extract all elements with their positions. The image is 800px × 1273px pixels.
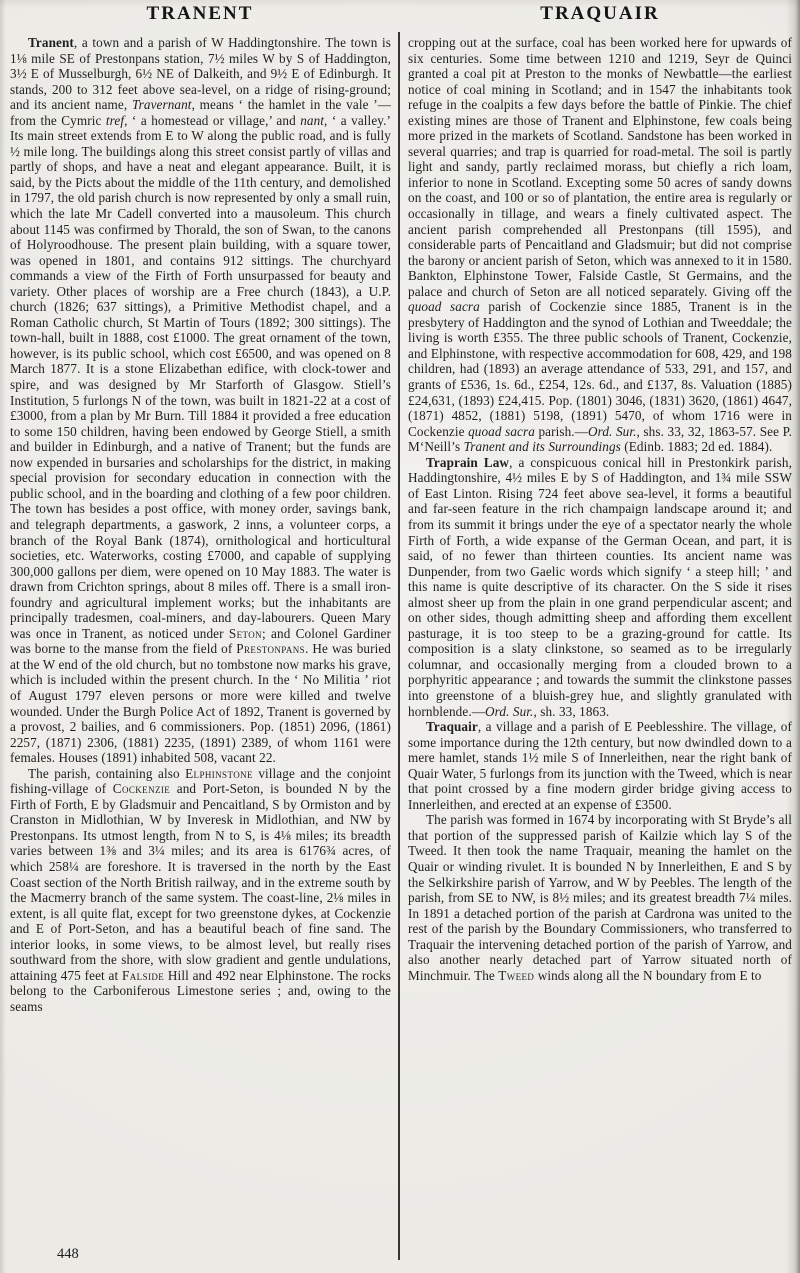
text-run: parish.—: [534, 423, 588, 439]
entry-headword: Traprain Law: [426, 454, 510, 470]
text-run: Elphinstone: [185, 765, 253, 781]
text-run: winds along all the N boundary from E to: [534, 967, 762, 983]
running-head-left: TRANENT: [146, 3, 254, 24]
text-column-right: [408, 35, 792, 1253]
column-divider: [398, 32, 400, 1260]
text-run: , ‘ a valley.’ Its main street extends from E to W along the public road, and is fully ½ mile long. The buildings along this street consist partly of villas and partly of shops, and have a neat and elegant appearance. Built, it is said, by the Picts about the middle of the 11th century, and demolished in 1797, the old parish church is now represented by only a small ruin, which the late Mr Cadell converted into a mausoleum. This church about 1145 was confirmed by Thorald, the son of Swan, to the canons of Holyroodhouse. The present plain building, with a square tower, was opened in 1801, and contains 912 sittings. The churchyard commands a view of the Firth of Forth unsurpassed for beauty and variety. Other places of worship are a Free church (1843), a U.P. church (1826; 637 sittings), a Primitive Methodist chapel, and a Roman Catholic church, St Martin of Tours (1892; 300 sittings). The town-hall, built in 1888, cost £1000. The great ornament of the town, however, is its public school, which cost £6500, and was opened on 8 March 1877. It is a stone Elizabethan edifice, with clock-tower and spire, and was designed by Mr Starforth of Glasgow. Stiell’s Institution, 5 furlongs N of the town, was built in 1821-22 at a cost of £3000, from a plan by Mr Burn. Till 1884 it provided a free education to some 150 children, having been endowed by George Stiell, a smith and builder in Edinburgh, and a native of Tranent; but the funds are now expended in bursaries and scholarships for the district, in making special provision for secondary education in connection with the public school, and in the boarding and clothing of a few poor children. The town has besides a post office, with money order, savings bank, and telegraph departments, a gaswork, 2 inns, a volunteer corps, a branch of the Royal Bank (1874), ornithological and horticultural societies, etc. Waterworks, costing £7000, and capable of supplying 300,000 gallons per diem, were opened on 10 May 1883. The water is drawn from Crichton springs, about 8 miles off. There is a small iron-foundry and agricultural implement works; but the inhabitants are principally tradesmen, coal-miners, and day-labourers. Queen Mary was once in Tranent, as noticed under: [10, 112, 391, 641]
entry-headword: Traquair: [426, 719, 478, 735]
paragraph: [408, 812, 792, 983]
text-run: Tweed: [498, 967, 535, 983]
paragraph: [10, 35, 391, 766]
paragraph: [10, 766, 391, 1015]
text-run: . He was buried at the W end of the old church, but no tombstone now marks his grave, which is included within the present church. In the ‘ No Militia ’ riot of August 1797 eleven persons or more were killed and twelve wounded. Under the Burgh Police Act of 1892, Tranent is governed by a provost, 2 bailies, and 6 commissioners. Pop. (1851) 2096, (1861) 2257, (1871) 2306, (1881) 2235, (1891) 2389, of whom 1161 were females. Houses (1891) inhabited 508, vacant 22.: [10, 641, 391, 766]
text-run: The parish, containing also: [28, 765, 186, 781]
text-run: Cockenzie: [112, 781, 171, 797]
text-run: , a village and a parish of E Peeblesshire. The village, of some importance during the 12th century, but now dwindled down to a mere hamlet, stands 1½ mile S of Innerleithen, near the right bank of Quair Water, 5 furlongs from its junction with the Tweed, which is near that point crossed by a fine modern girder bridge giving access to Innerleithen, and erected at an expense of £3500.: [408, 719, 792, 812]
text-run: Ord. Sur.: [587, 423, 637, 439]
text-run: , shs. 33, 32, 1863-57. See P. M‘Neill’s: [408, 423, 792, 455]
text-run: village and the conjoint fishing-village of: [10, 765, 391, 797]
entry-headword: Tranent: [28, 35, 74, 50]
text-run: Travernant: [131, 97, 192, 113]
text-run: (Edinb. 1883; 2d ed. 1884).: [620, 439, 773, 455]
text-run: , a town and a parish of W Haddingtonshire. The town is 1⅛ mile SE of Prestonpans station, 7½ miles W by S of Haddington, 3½ E of Musselburgh, 6½ NE of Dalkeith, and 9½ E of Edinburgh. It stands, 200 to 312 feet above sea-level, on a ridge of rising-ground; and its ancient name,: [10, 35, 391, 113]
text-run: and Port-Seton, is bounded N by the Firth of Forth, E by Gladsmuir and Pencaitland, S by Ormiston and by Cranston in Midlothian, W by Inveresk in Midlothian, and NW by Prestonpans. Its utmost length, from N to S, is 4⅛ miles; its breadth varies between 1⅜ and 3¼ miles; and its area is 6176¾ acres, of which 258¼ are foreshore. It is traversed in the north by the East Coast section of the North British railway, and in the extreme south by the Macmerry branch of the same system. The coast-line, 2⅛ miles in extent, is all quite flat, except for two greenstone dykes, at Cockenzie and E of Port-Seton, and has a beautiful beach of fine sand. The interior looks, in some views, to be almost level, but really rises southward from the shore, with slow gradient and gentle undulations, attaining 475 feet at: [10, 781, 391, 983]
text-run: , a conspicuous conical hill in Prestonkirk parish, Haddingtonshire, 4½ miles E by S of Haddington, and 1¾ mile SSW of East Linton. Rising 724 feet above sea-level, it forms a beautiful and far-seen feature in the rich champaign landscape around it; and from its summit it brings under the eye of a spectator nearly the whole Firth of Forth, a wide expanse of the German Ocean, and part, it is said, of no fewer than thirteen counties. Its ancient name was Dunpender, from two Gaelic words which signify ‘ a steep hill; ’ and this name is quite descriptive of its character. On the S side it rises almost sheer up from the plain in one grand perpendicular ascent; and on other sides, though admitting sheep and affording them excellent pasturage, it is too steep to be a grazing-ground for cattle. Its composition is a slaty clinkstone, so seamed as to be irregularly columnar, and occasionally merging from a clouded brown to a porphyritic appearance ; and towards the summit the clinkstone passes into greenstone of a bluish-grey hue, and slightly granulated with hornblende.—: [408, 454, 792, 719]
running-heads: [0, 3, 800, 25]
text-run: ; and Colonel Gardiner was borne to the manse from the field of: [10, 625, 391, 657]
text-run: quoad sacra: [468, 423, 535, 439]
text-column-left: [10, 35, 391, 1253]
text-run: , ‘ a homestead or village,’ and: [124, 112, 301, 128]
paragraph: [408, 719, 792, 812]
text-run: quoad sacra: [408, 299, 480, 315]
text-run: tref: [105, 112, 125, 128]
page-number: 448: [57, 1246, 79, 1262]
paragraph: [408, 35, 792, 455]
text-run: , means ‘ the hamlet in the vale ’—from the Cymric: [10, 97, 391, 128]
text-run: Hill and 492 near Elphinstone. The rocks belong to the Carboniferous Limestone series ; and, owing to the seams: [10, 967, 391, 1014]
text-run: nant: [300, 112, 325, 128]
text-run: Ord. Sur.: [485, 703, 534, 719]
text-run: Tranent and its Surroundings: [463, 439, 621, 455]
text-run: cropping out at the surface, coal has been worked here for upwards of six centuries. Some time between 1210 and 1219, Seyr de Quinci granted a coal pit at Preston to the monks of Newbattle—the earliest notice of coal mining in Scotland; and in 1547 the inhabitants took refuge in the coalpits a few days before the battle of Pinkie. The chief existing mines are those of Tranent and Elphinstone, few coals being more prized in the markets of Scotland. Sandstone has been worked in several quarries; and trap is quarried for road-metal. The soil is partly light and sandy, partly reclaimed morass, but chiefly a rich loam, inferior to none in Scotland. Excepting some 50 acres of sandy downs on the coast, and 100 or so of plantation, the entire area is regularly or occasionally in tillage, and wears a finely cultivated aspect. The ancient parish comprehended all Prestonpans (till 1595), and considerable parts of Pencaitland and Gladsmuir; but did not comprise the barony or ancient parish of Seton, which was annexed to it in 1580. Bankton, Elphinstone Tower, Falside Castle, St Germains, and the palace and church of Seton are all noticed separately. Giving off the: [408, 35, 792, 299]
text-run: , sh. 33, 1863.: [533, 703, 610, 719]
paragraph: [408, 455, 792, 719]
text-run: The parish was formed in 1674 by incorporating with St Bryde’s all that portion of the suppressed parish of Kailzie which lay S of the Tweed. It then took the name Traquair, meaning the hamlet on the Quair or winding rivulet. It is bounded N by Innerleithen, E and S by the Selkirkshire parish of Yarrow, and W by Peebles. The length of the parish, from SE to NW, is 8½ miles; and its greatest breadth 7¼ miles. In 1891 a detached portion of the parish at Cardrona was united to the rest of the parish by the Boundary Commissioners, who transferred to Traquair the intervening detached portion of the parish of Yarrow, and also another nearly detached part of Yarrow situated north of Minchmuir. The: [408, 812, 792, 983]
text-run: Seton: [228, 625, 263, 641]
text-run: Falside: [122, 967, 165, 983]
text-run: Prestonpans: [236, 641, 306, 657]
running-head-right: TRAQUAIR: [540, 3, 660, 24]
text-run: parish of Cockenzie since 1885, Tranent is in the presbytery of Haddington and the synod of Lothian and Tweeddale; the living is worth £355. The three public schools of Tranent, Cockenzie, and Elphinstone, with respective accommodation for 608, 429, and 198 children, had (1893) an average attendance of 533, 291, and 157, and grants of £536, 1s. 6d., £254, 12s. 6d., and £137, 8s. Valuation (1885) £24,631, (1893) £24,415. Pop. (1801) 3046, (1831) 3620, (1861) 4647, (1871) 4852, (1881) 5198, (1891) 5470, of whom 1716 were in Cockenzie: [408, 299, 792, 439]
